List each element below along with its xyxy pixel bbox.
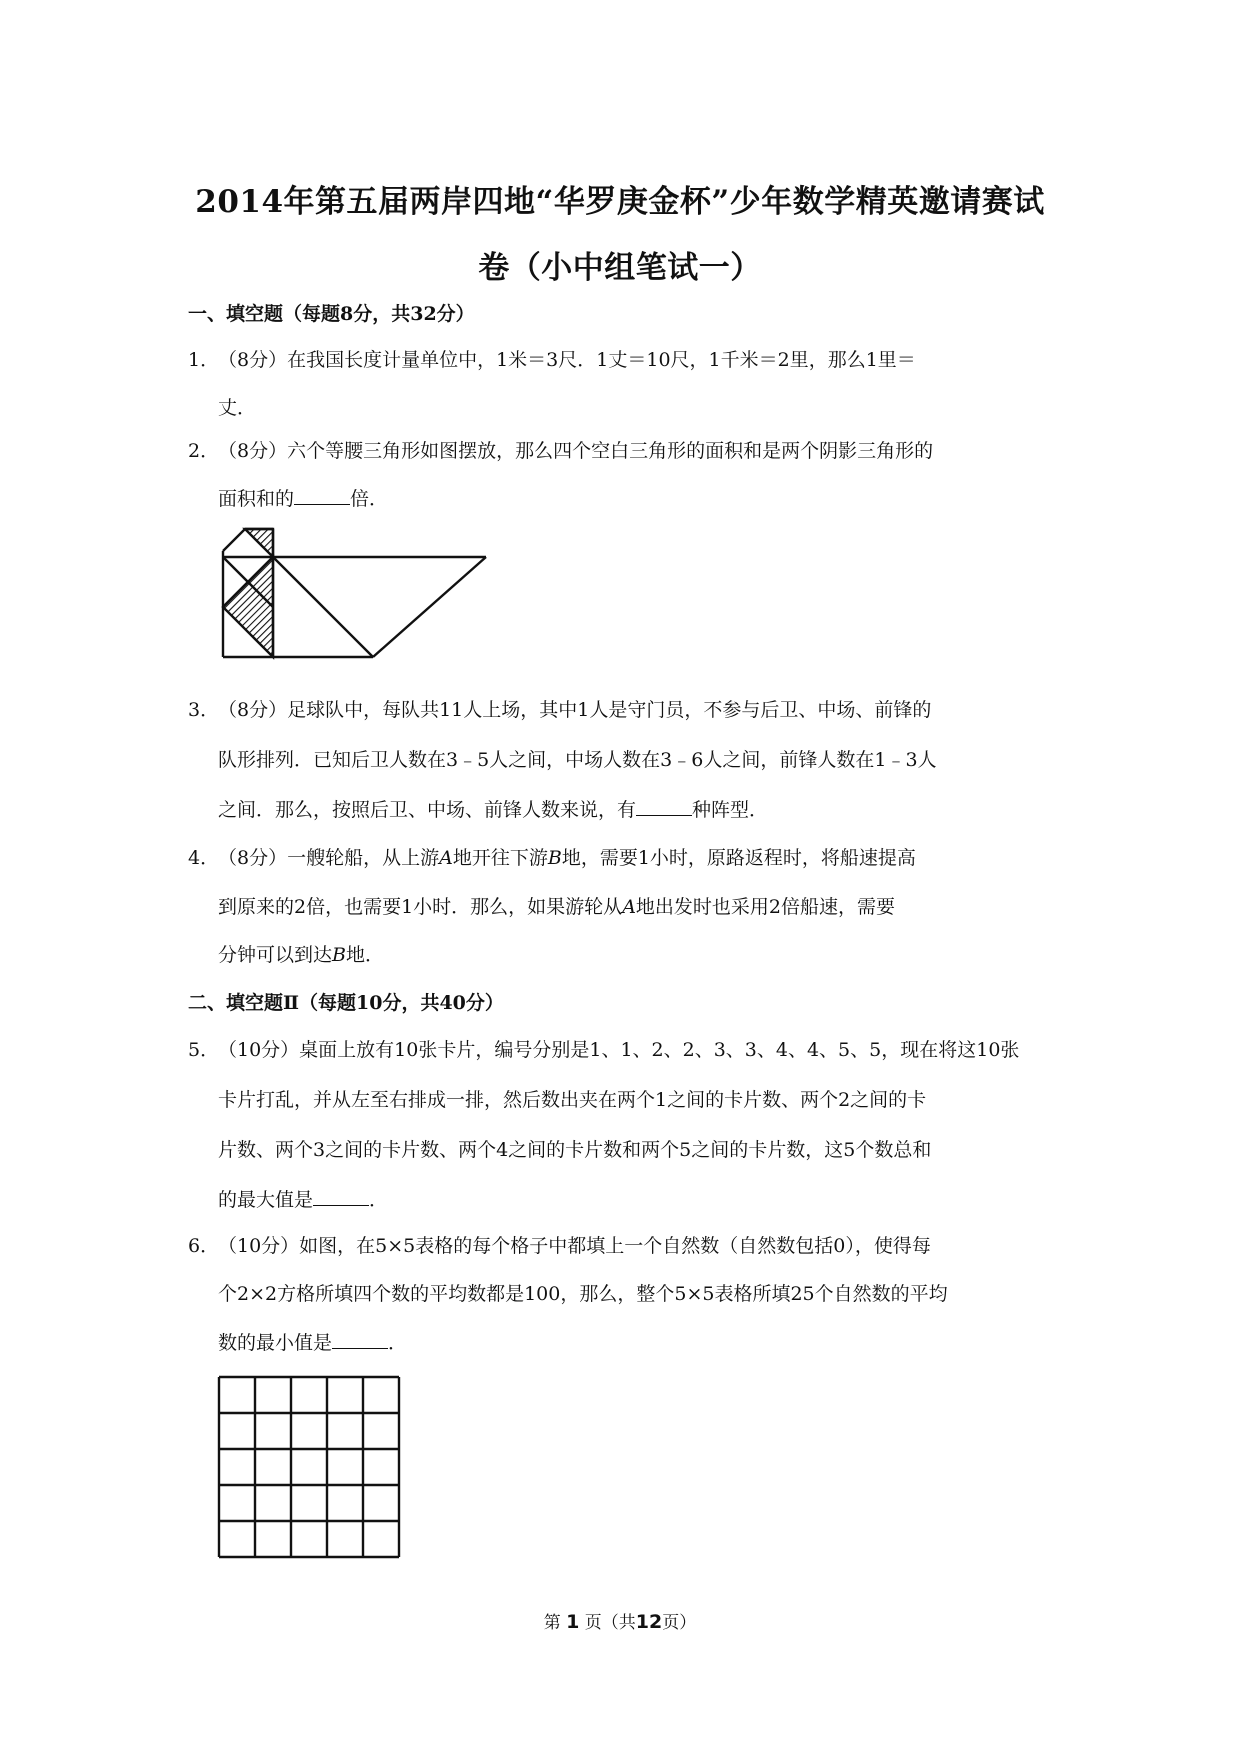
question-5-line-1: （10分）桌面上放有10张卡片，编号分别是1、1、2、2、3、3、4、4、5、5，现在将这10张 bbox=[218, 1039, 1020, 1061]
question-6-text-a: 数的最小值是 bbox=[218, 1332, 333, 1354]
question-3-text-a: 之间．那么，按照后卫、中场、前锋人数来说，有 bbox=[218, 799, 637, 821]
figure-right-edge bbox=[373, 557, 486, 657]
point-b-label-2: B bbox=[332, 944, 346, 966]
shaded-triangle-large bbox=[223, 557, 273, 657]
figure-long-diagonal bbox=[273, 557, 373, 657]
question-4-text-e: 地出发时也采用2倍船速，需要 bbox=[635, 896, 896, 918]
question-3-line-3 bbox=[218, 795, 768, 822]
question-number-6: 6． bbox=[188, 1235, 220, 1257]
question-2-line-1: （8分）六个等腰三角形如图摆放，那么四个空白三角形的面积和是两个阴影三角形的 bbox=[218, 440, 934, 462]
question-5-text-a: 的最大值是 bbox=[218, 1189, 314, 1211]
question-4-line-1 bbox=[218, 843, 916, 870]
page-title-line2: 卷（小中组笔试一） bbox=[478, 250, 762, 286]
question-3-line-1: （8分）足球队中，每队共11人上场，其中1人是守门员，不参与后卫、中场、前锋的 bbox=[218, 699, 932, 721]
question-1-line-2: 丈． bbox=[218, 397, 257, 419]
question-6-line-2: 个2×2方格所填四个数的平均数都是100，那么，整个5×5表格所填25个自然数的平均 bbox=[218, 1283, 948, 1305]
question-4-text-f: 分钟可以到达 bbox=[218, 944, 333, 966]
question-4-line-3 bbox=[218, 940, 384, 967]
question-2-text-a: 面积和的 bbox=[218, 488, 295, 510]
answer-blank-6 bbox=[332, 1334, 388, 1349]
section-heading-1: 一、填空题（每题8分，共32分） bbox=[188, 303, 475, 325]
point-b-label: B bbox=[547, 847, 562, 869]
question-5-line-3: 片数、两个3之间的卡片数、两个4之间的卡片数和两个5之间的卡片数，这5个数总和 bbox=[218, 1139, 932, 1161]
footer-total-pages: 12 bbox=[635, 1611, 663, 1633]
question-4-text-c: 地，需要1小时，原路返程时，将船速提高 bbox=[561, 847, 916, 869]
question-5-text-b: ． bbox=[369, 1189, 389, 1211]
footer-suffix: 页） bbox=[662, 1613, 697, 1633]
footer-prefix: 第 bbox=[543, 1613, 561, 1633]
shaded-triangle-small bbox=[245, 529, 273, 557]
question-number-1: 1． bbox=[188, 349, 220, 371]
answer-blank-3 bbox=[636, 801, 692, 816]
point-a-label-2: A bbox=[622, 896, 636, 918]
question-1-line-1: （8分）在我国长度计量单位中，1米＝3尺．1丈＝10尺，1千米＝2里，那么1里＝ bbox=[218, 349, 916, 371]
answer-blank-2 bbox=[294, 490, 350, 505]
question-4-text-d: 到原来的2倍，也需要1小时．那么，如果游轮从 bbox=[218, 896, 623, 918]
question-4-text-a: （8分）一艘轮船，从上游 bbox=[218, 847, 440, 869]
question-number-5: 5． bbox=[188, 1039, 220, 1061]
question-number-3: 3． bbox=[188, 699, 220, 721]
question-number-4: 4． bbox=[188, 847, 220, 869]
page-title-line1: 2014年第五届两岸四地“华罗庚金杯”少年数学精英邀请赛试 bbox=[195, 184, 1045, 220]
answer-blank-5 bbox=[313, 1191, 369, 1206]
question-6-line-3 bbox=[218, 1328, 407, 1355]
point-a-label: A bbox=[439, 847, 453, 869]
question-4-text-b: 地开往下游 bbox=[452, 847, 548, 869]
figure-left-diagonal bbox=[223, 529, 245, 551]
question-2-text-b: 倍． bbox=[350, 488, 389, 510]
grid-5x5-figure bbox=[216, 1374, 402, 1560]
question-6-text-b: ． bbox=[388, 1332, 408, 1354]
question-6-line-1: （10分）如图，在5×5表格的每个格子中都填上一个自然数（自然数包括0），使得每 bbox=[218, 1235, 931, 1257]
triangles-figure bbox=[218, 522, 490, 672]
question-5-line-4 bbox=[218, 1185, 388, 1212]
section-heading-2: 二、填空题Ⅱ（每题10分，共40分） bbox=[188, 992, 504, 1014]
footer-page-number: 1 bbox=[566, 1611, 580, 1633]
page-footer bbox=[0, 1608, 1240, 1633]
question-4-line-2 bbox=[218, 892, 895, 919]
question-number-2: 2． bbox=[188, 440, 220, 462]
question-4-text-g: 地． bbox=[345, 944, 384, 966]
footer-mid: 页（共 bbox=[584, 1613, 636, 1633]
question-3-text-b: 种阵型． bbox=[692, 799, 769, 821]
question-5-line-2: 卡片打乱，并从左至右排成一排，然后数出夹在两个1之间的卡片数、两个2之间的卡 bbox=[218, 1089, 927, 1111]
question-2-line-2 bbox=[218, 484, 388, 511]
question-3-line-2: 队形排列．已知后卫人数在3﹣5人之间，中场人数在3﹣6人之间，前锋人数在1﹣3人 bbox=[218, 749, 937, 771]
